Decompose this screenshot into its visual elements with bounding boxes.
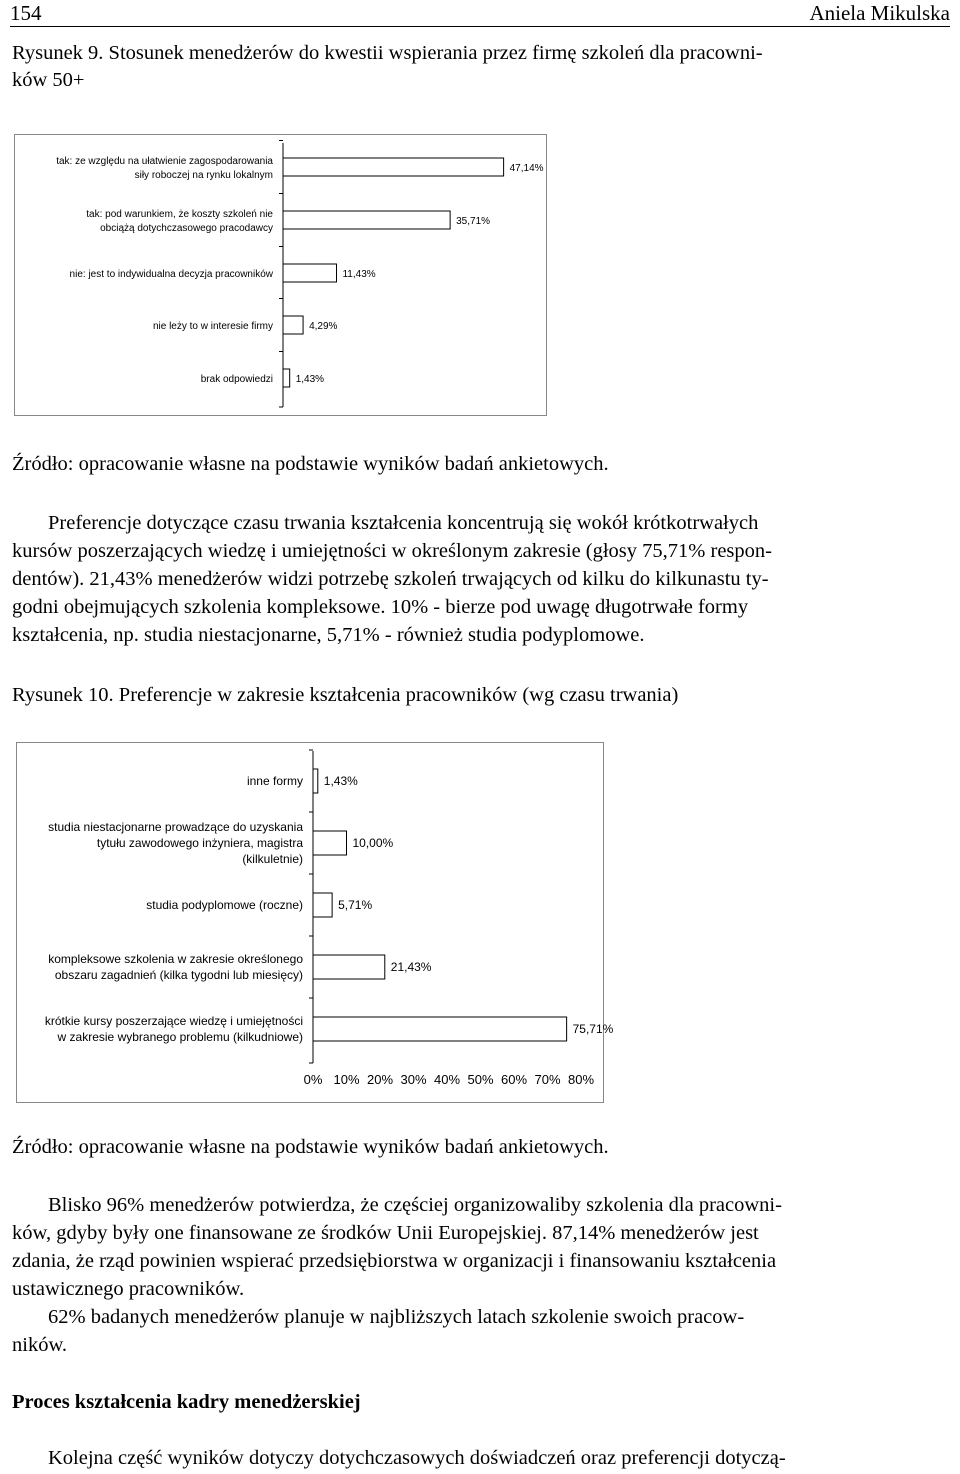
- running-head-author: Aniela Mikulska: [809, 1, 950, 25]
- x-tick-label: 50%: [467, 1072, 494, 1087]
- x-tick-label: 60%: [500, 1072, 528, 1087]
- x-tick-label: 80%: [567, 1072, 595, 1087]
- category-label: obszaru zagadnień (kilka tygodni lub miesięcy): [54, 968, 303, 982]
- page-header: [10, 0, 950, 27]
- x-tick-label: 20%: [366, 1072, 394, 1087]
- text-line: dentów). 21,43% menedżerów widzi potrzebę szkoleń trwających od kilku do kilkunastu ty-: [12, 568, 769, 590]
- data-label: 1,43%: [323, 774, 358, 788]
- text-line: Kolejna część wyników dotyczy dotychczasowych doświadczeń oraz preferencji dotyczą-: [48, 1447, 786, 1469]
- x-tick-label: 10%: [333, 1072, 360, 1087]
- paragraph-4: [12, 1445, 952, 1472]
- bar: [283, 158, 504, 176]
- category-label: siły roboczej na rynku lokalnym: [134, 170, 273, 181]
- text-line: Blisko 96% menedżerów potwierdza, że częściej organizowaliby szkolenia dla pracowni-: [48, 1194, 782, 1216]
- data-label: 75,71%: [572, 1022, 614, 1036]
- chart-figure-9: [14, 134, 547, 416]
- chart-figure-9-svg: [15, 135, 546, 415]
- paragraph-2: [12, 1191, 952, 1303]
- category-label: tytułu zawodowego inżyniera, magistra: [96, 836, 303, 850]
- x-tick-label: 40%: [433, 1072, 461, 1087]
- section-heading: Proces kształcenia kadry menedżerskiej: [12, 1391, 361, 1413]
- data-label: 10,00%: [352, 836, 394, 850]
- chart-figure-10: [16, 742, 614, 1103]
- text-line: zdania, że rząd powinien wspierać przedsiębiorstwa w organizacji i finansowaniu kształcenia: [12, 1250, 777, 1272]
- chart-figure-10-svg: [17, 743, 614, 1102]
- bar: [313, 831, 347, 855]
- x-tick-label: 70%: [534, 1072, 561, 1087]
- text-line: 62% badanych menedżerów planuje w najbliższych latach szkolenie swoich pracow-: [48, 1306, 745, 1328]
- text-line: kształcenia, np. studia niestacjonarne, 5,71% - również studia podyplomowe.: [12, 624, 645, 646]
- text-line: ników.: [12, 1334, 68, 1356]
- bar: [313, 955, 385, 979]
- bar: [313, 893, 332, 917]
- data-label: 5,71%: [338, 898, 373, 912]
- bar: [313, 1017, 567, 1041]
- category-label: kompleksowe szkolenia w zakresie określonego: [48, 952, 303, 966]
- data-label: 4,29%: [309, 321, 338, 332]
- category-label: tak: ze względu na ułatwienie zagospodarowania: [56, 156, 273, 167]
- caption-line: ków 50+: [12, 69, 85, 91]
- text-line: ków, gdyby były one finansowane ze środków Unii Europejskiej. 87,14% menedżerów jest: [12, 1222, 759, 1244]
- text-line: kursów poszerzających wiedzę i umiejętności w określonym zakresie (głosy 75,71% respon-: [12, 540, 772, 562]
- category-label: inne formy: [246, 774, 303, 788]
- bar: [283, 369, 290, 387]
- data-label: 21,43%: [390, 960, 432, 974]
- page-number: 154: [10, 1, 42, 25]
- category-label: nie: jest to indywidualna decyzja pracowników: [69, 269, 273, 280]
- text-line: Preferencje dotyczące czasu trwania kształcenia koncentrują się wokół krótkotrwałych: [48, 512, 759, 534]
- paragraph-1: [12, 509, 952, 649]
- category-label: tak: pod warunkiem, że koszty szkoleń nie: [86, 209, 273, 220]
- data-label: 1,43%: [295, 374, 325, 385]
- figure-10-source: Źródło: opracowanie własne na podstawie wyników badań ankietowych.: [12, 1136, 609, 1158]
- category-label: brak odpowiedzi: [200, 374, 273, 385]
- figure-10-caption: Rysunek 10. Preferencje w zakresie kształcenia pracowników (wg czasu trwania): [12, 684, 679, 706]
- caption-line: Rysunek 9. Stosunek menedżerów do kwestii wspierania przez firmę szkoleń dla pracowni-: [12, 42, 763, 64]
- bar: [283, 211, 450, 229]
- x-tick-label: 30%: [400, 1072, 427, 1087]
- data-label: 47,14%: [509, 163, 544, 174]
- text-line: ustawicznego pracowników.: [12, 1278, 245, 1300]
- category-label: nie leży to w interesie firmy: [152, 321, 273, 332]
- bar: [283, 264, 336, 282]
- category-label: krótkie kursy poszerzające wiedzę i umiejętności: [44, 1014, 303, 1028]
- data-label: 35,71%: [456, 216, 491, 227]
- data-label: 11,43%: [342, 269, 376, 280]
- x-tick-label: 0%: [303, 1072, 323, 1087]
- category-label: studia niestacjonarne prowadzące do uzyskania: [48, 820, 303, 834]
- paragraph-3: [12, 1303, 952, 1359]
- category-label: w zakresie wybranego problemu (kilkudniowe): [57, 1030, 303, 1044]
- category-label: studia podyplomowe (roczne): [146, 898, 303, 912]
- figure-9-source: Źródło: opracowanie własne na podstawie wyników badań ankietowych.: [12, 453, 609, 475]
- category-label: (kilkuletnie): [242, 852, 303, 866]
- bar: [283, 316, 303, 334]
- figure-9-caption: [12, 40, 952, 94]
- text-line: godni obejmujących szkolenia kompleksowe. 10% - bierze pod uwagę długotrwałe formy: [12, 596, 749, 618]
- bar: [313, 769, 318, 793]
- category-label: obciążą dotychczasowego pracodawcy: [100, 223, 273, 234]
